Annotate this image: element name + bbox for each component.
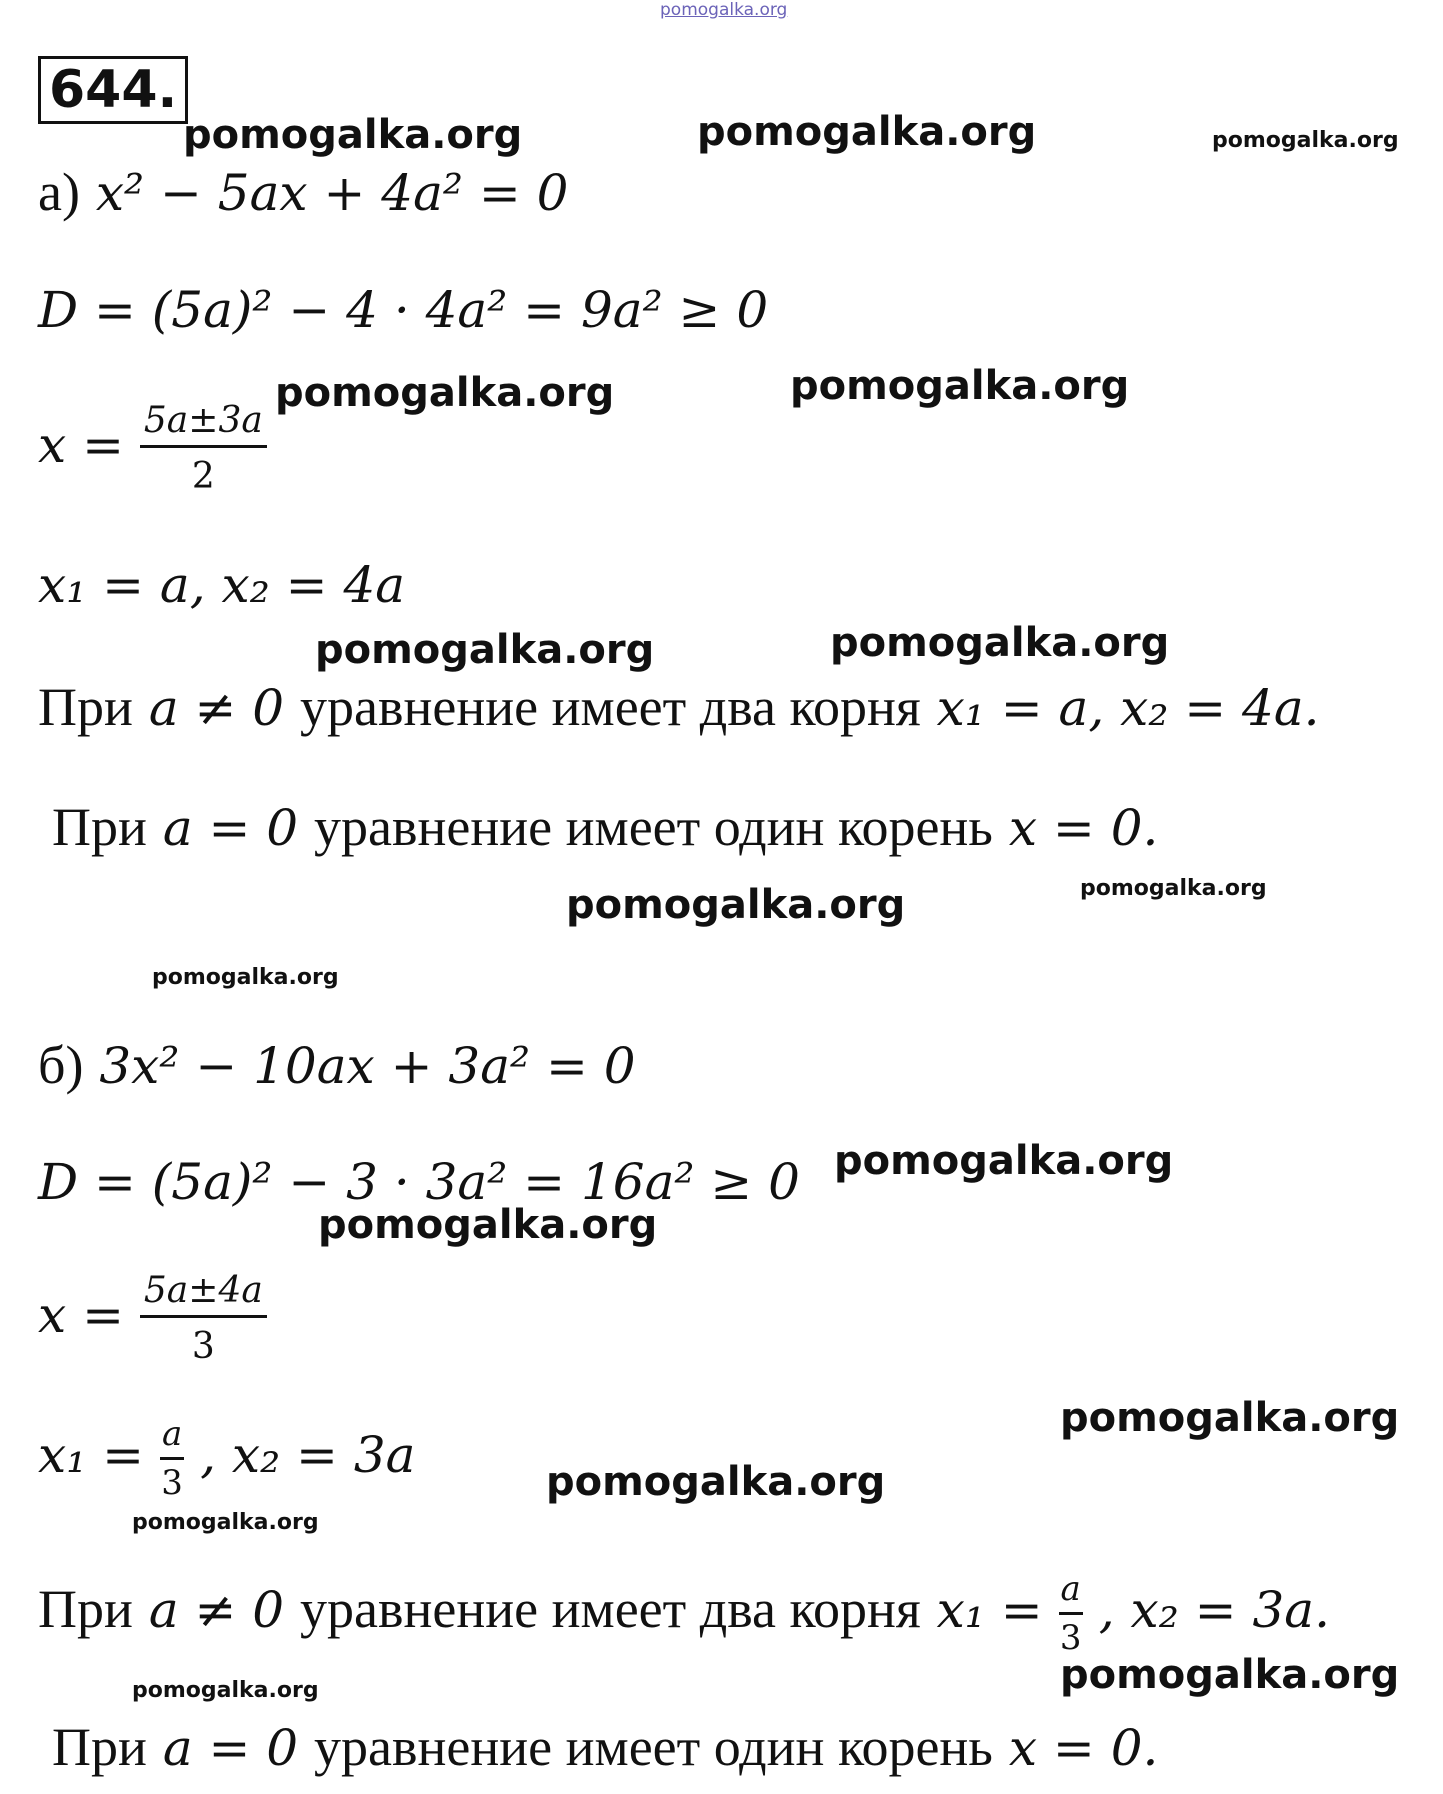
watermark: pomogalka.org [183,112,523,158]
part-a-roots: x₁ = a, x₂ = 4a [38,556,406,614]
part-a-x-lhs: x = [38,415,124,474]
conclusion-word: При [52,1717,147,1777]
conclusion-x1-num: a [1059,1570,1083,1615]
watermark: pomogalka.org [546,1459,886,1505]
part-a-conclusion-1 [38,677,1320,737]
watermark: pomogalka.org [152,965,339,990]
conclusion-word: При [52,797,147,857]
part-b-conclusion-2 [52,1717,1159,1777]
conclusion-text: уравнение имеет один корень [314,1717,993,1777]
part-a-discriminant: D = (5a)² − 4 · 4a² = 9a² ≥ 0 [38,281,769,339]
watermark: pomogalka.org [697,109,1037,155]
part-b-conclusion-1 [38,1570,1330,1658]
part-b-equation: 3x² − 10ax + 3a² = 0 [99,1037,636,1095]
part-b-fraction-num: 5a±4a [140,1270,267,1318]
part-a-x-formula [38,400,267,498]
header-watermark: pomogalka.org [660,0,788,20]
part-b-roots [38,1415,415,1503]
watermark: pomogalka.org [315,627,655,673]
conclusion-roots: x₁ = a, x₂ = 4a. [936,679,1320,737]
conclusion-word: При [38,677,133,737]
part-b-x1-num: a [160,1415,184,1460]
conclusion-x1-fraction [1059,1570,1083,1658]
conclusion-x1-den: 3 [1059,1618,1082,1659]
part-a-fraction-num: 5a±3a [140,400,267,448]
part-b-x2: , x₂ = 3a [200,1426,416,1485]
part-b-x1-lhs: x₁ = [38,1426,145,1485]
part-b-equation-line [38,1035,636,1095]
conclusion-text: уравнение имеет два корня [300,677,921,737]
part-a-conclusion-2 [52,797,1159,857]
watermark: pomogalka.org [1212,128,1399,153]
watermark: pomogalka.org [132,1678,319,1703]
part-a-equation: x² − 5ax + 4a² = 0 [95,164,569,222]
conclusion-x2: , x₂ = 3a. [1098,1581,1330,1640]
part-b-x1-den: 3 [161,1463,183,1504]
watermark: pomogalka.org [1060,1652,1400,1698]
part-a-fraction-den: 2 [191,456,215,498]
part-b-fraction [140,1270,267,1368]
part-b-label: б) [38,1035,84,1095]
conclusion-root: x = 0. [1008,1719,1159,1777]
watermark: pomogalka.org [834,1138,1174,1184]
part-a-fraction [140,400,267,498]
condition: a = 0 [162,1719,299,1777]
problem-number: 644. [38,56,188,124]
watermark: pomogalka.org [1080,876,1267,901]
watermark: pomogalka.org [790,363,1130,409]
watermark: pomogalka.org [275,370,615,416]
part-a-label: а) [38,162,80,222]
conclusion-text: уравнение имеет один корень [314,797,993,857]
part-b-x1-fraction [160,1415,184,1503]
part-b-x-formula [38,1270,267,1368]
part-a-equation-line [38,162,569,222]
watermark: pomogalka.org [830,620,1170,666]
condition: a = 0 [162,799,299,857]
watermark: pomogalka.org [566,882,906,928]
conclusion-text: уравнение имеет два корня [300,1579,921,1640]
part-b-discriminant: D = (5a)² − 3 · 3a² = 16a² ≥ 0 [38,1153,800,1211]
conclusion-word: При [38,1579,133,1640]
part-b-fraction-den: 3 [191,1326,215,1368]
condition: a ≠ 0 [148,1581,285,1640]
conclusion-x1: x₁ = [936,1581,1043,1640]
watermark: pomogalka.org [318,1202,658,1248]
condition: a ≠ 0 [148,679,285,737]
watermark: pomogalka.org [132,1510,319,1535]
conclusion-root: x = 0. [1008,799,1159,857]
part-b-x-lhs: x = [38,1285,124,1344]
watermark: pomogalka.org [1060,1395,1400,1441]
